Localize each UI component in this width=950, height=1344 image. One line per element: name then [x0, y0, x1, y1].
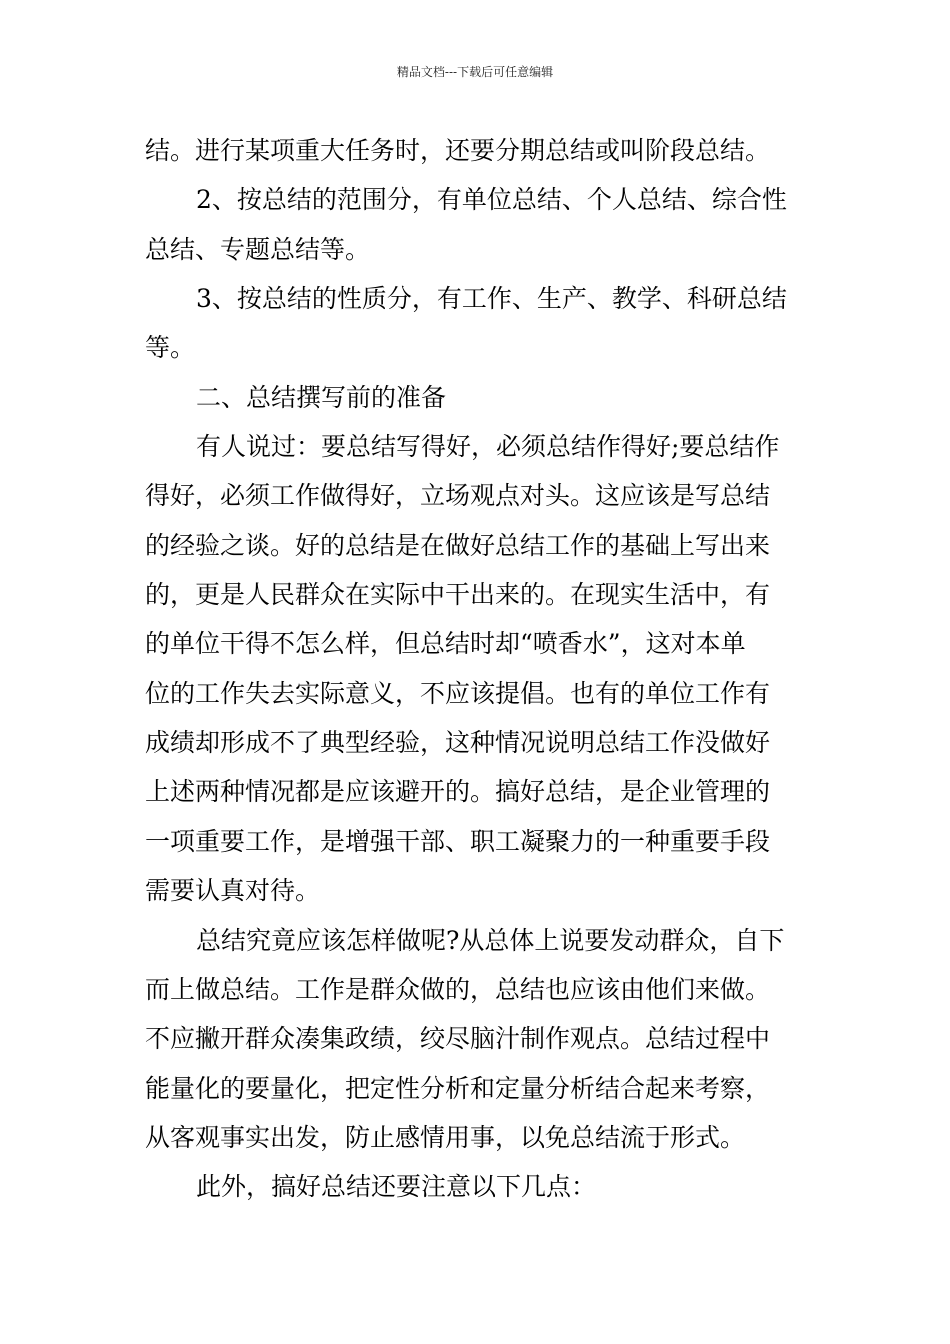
text-line: 一项重要工作，是增强干部、职工凝聚力的一种重要手段 — [145, 826, 771, 856]
text-line: 等。 — [145, 333, 196, 363]
text-line: 得好，必须工作做得好，立场观点对头。这应该是写总结 — [145, 481, 771, 511]
text-line: 3、按总结的性质分，有工作、生产、教学、科研总结 — [196, 284, 787, 314]
text-line: 2、按总结的范围分，有单位总结、个人总结、综合性 — [196, 185, 787, 215]
text-line: 结。进行某项重大任务时，还要分期总结或叫阶段总结。 — [145, 136, 771, 165]
text-line: 的经验之谈。好的总结是在做好总结工作的基础上写出来 — [145, 530, 771, 560]
text-line: 二、总结撰写前的准备 — [196, 382, 447, 412]
text-line: 上述两种情况都是应该避开的。搞好总结，是企业管理的 — [145, 777, 771, 807]
text-line: 的，更是人民群众在实际中干出来的。在现实生活中，有 — [145, 580, 771, 610]
text-line: 总结、专题总结等。 — [145, 234, 371, 264]
text-line: 能量化的要量化，把定性分析和定量分析结合起来考察， — [145, 1073, 771, 1103]
text-line: 从客观事实出发，防止感情用事，以免总结流于形式。 — [145, 1122, 746, 1152]
text-line: 的单位干得不怎么样，但总结时却“喷香水”，这对本单 — [145, 629, 746, 659]
text-line: 有人说过：要总结写得好，必须总结作得好;要总结作 — [196, 432, 780, 462]
text-line: 此外，搞好总结还要注意以下几点： — [196, 1172, 597, 1202]
text-line: 不应撇开群众凑集政绩，绞尽脑汁制作观点。总结过程中 — [145, 1024, 771, 1054]
text-line: 成绩却形成不了典型经验，这种情况说明总结工作没做好 — [145, 728, 771, 758]
text-line: 需要认真对待。 — [145, 876, 321, 906]
text-line: 总结究竟应该怎样做呢?从总体上说要发动群众，自下 — [196, 925, 785, 955]
text-line: 而上做总结。工作是群众做的，总结也应该由他们来做。 — [145, 974, 771, 1004]
text-line: 位的工作失去实际意义，不应该提倡。也有的单位工作有 — [145, 678, 771, 708]
page-header: 精品文档---下载后可任意编辑 — [396, 65, 554, 79]
document-body — [145, 126, 807, 1212]
